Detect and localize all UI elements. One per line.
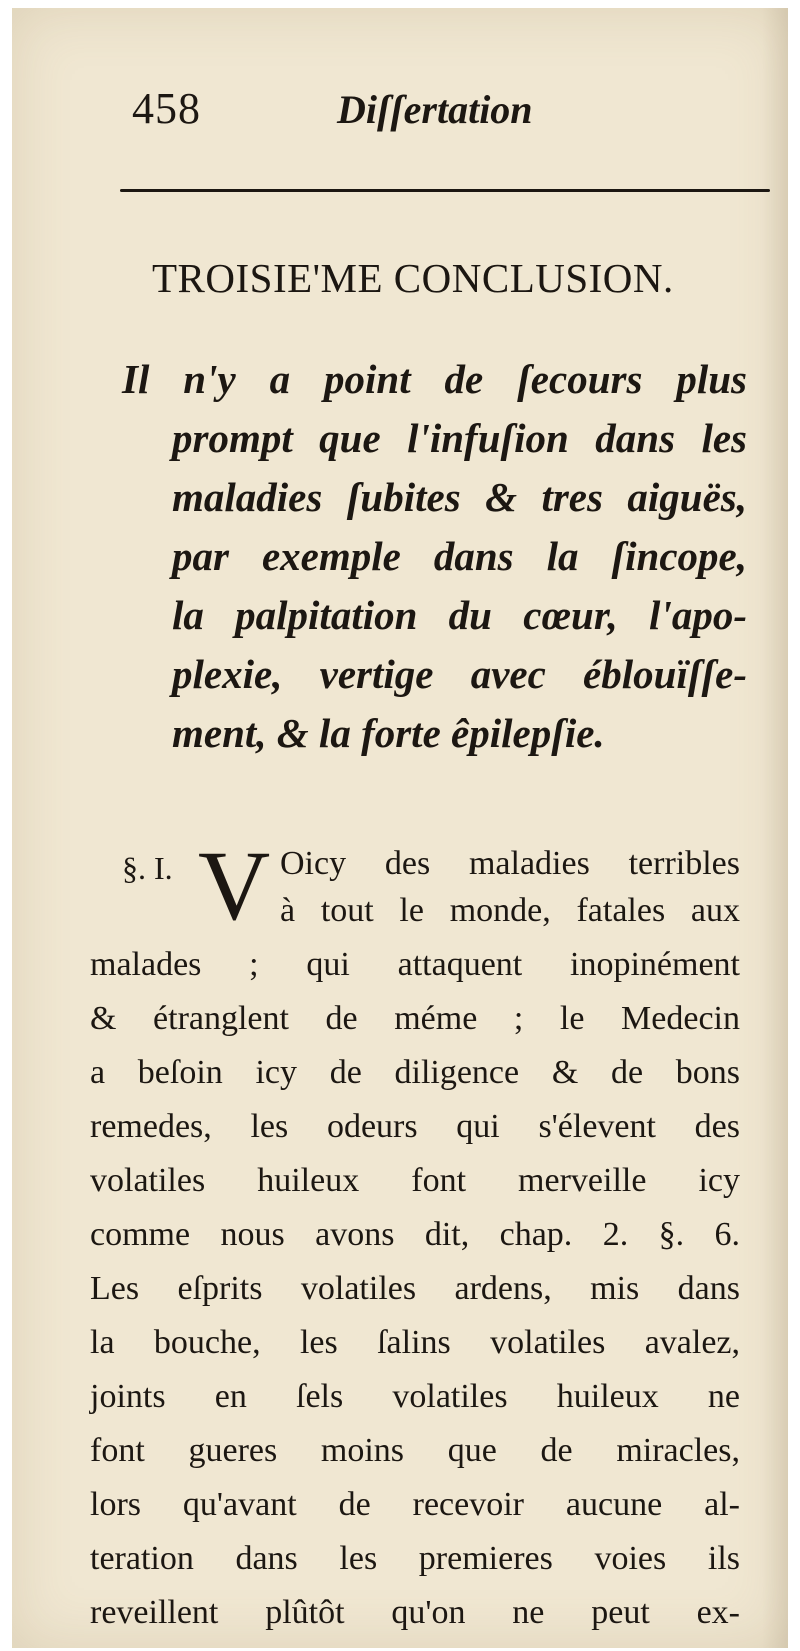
conclusion-line: plexie, vertige avec éblouïſſe- (172, 651, 747, 697)
paragraph-line: lors qu'avant de recevoir aucune al- (90, 1486, 740, 1523)
conclusion-line: par exemple dans la ſincope, (172, 533, 747, 579)
paragraph-line: reveillent plûtôt qu'on ne peut ex- (90, 1594, 740, 1631)
paragraph-line: volatiles huileux font merveille icy (90, 1162, 740, 1199)
conclusion-line: ment, & la forte êpilepſie. (172, 710, 605, 756)
book-page (12, 8, 788, 1648)
page-number: 458 (132, 84, 201, 133)
paragraph-line: comme nous avons dit, chap. 2. §. 6. (90, 1216, 740, 1253)
drop-cap: V (198, 830, 271, 941)
paragraph-line: remedes, les odeurs qui s'élevent des (90, 1108, 740, 1145)
header-rule (120, 189, 770, 192)
paragraph-line: Les eſprits volatiles ardens, mis dans (90, 1270, 740, 1307)
paragraph-line: à tout le monde, fatales aux (280, 892, 740, 929)
section-mark: §. I. (122, 850, 173, 886)
paragraph-line: malades ; qui attaquent inopinément (90, 946, 740, 983)
paragraph-line: joints en ſels volatiles huileux ne (90, 1378, 740, 1415)
conclusion-line: prompt que l'infuſion dans les (172, 415, 747, 461)
conclusion-line: la palpitation du cœur, l'apo- (172, 592, 747, 638)
paragraph-line: font gueres moins que de miracles, (90, 1432, 740, 1469)
page-header (12, 78, 788, 148)
paragraph-line: teration dans les premieres voies ils (90, 1540, 740, 1577)
paragraph-line: & étranglent de méme ; le Medecin (90, 1000, 740, 1037)
conclusion-line: Il n'y a point de ſecours plus (122, 356, 747, 402)
paragraph-line: la bouche, les ſalins volatiles avalez, (90, 1324, 740, 1361)
paragraph-line: Oicy des maladies terribles (280, 845, 740, 882)
running-head: Diſſertation (337, 87, 533, 132)
section-title: TROISIE'ME CONCLUSION. (152, 255, 674, 301)
conclusion-line: maladies ſubites & tres aiguës, (172, 474, 747, 520)
paragraph-line: a beſoin icy de diligence & de bons (90, 1054, 740, 1091)
